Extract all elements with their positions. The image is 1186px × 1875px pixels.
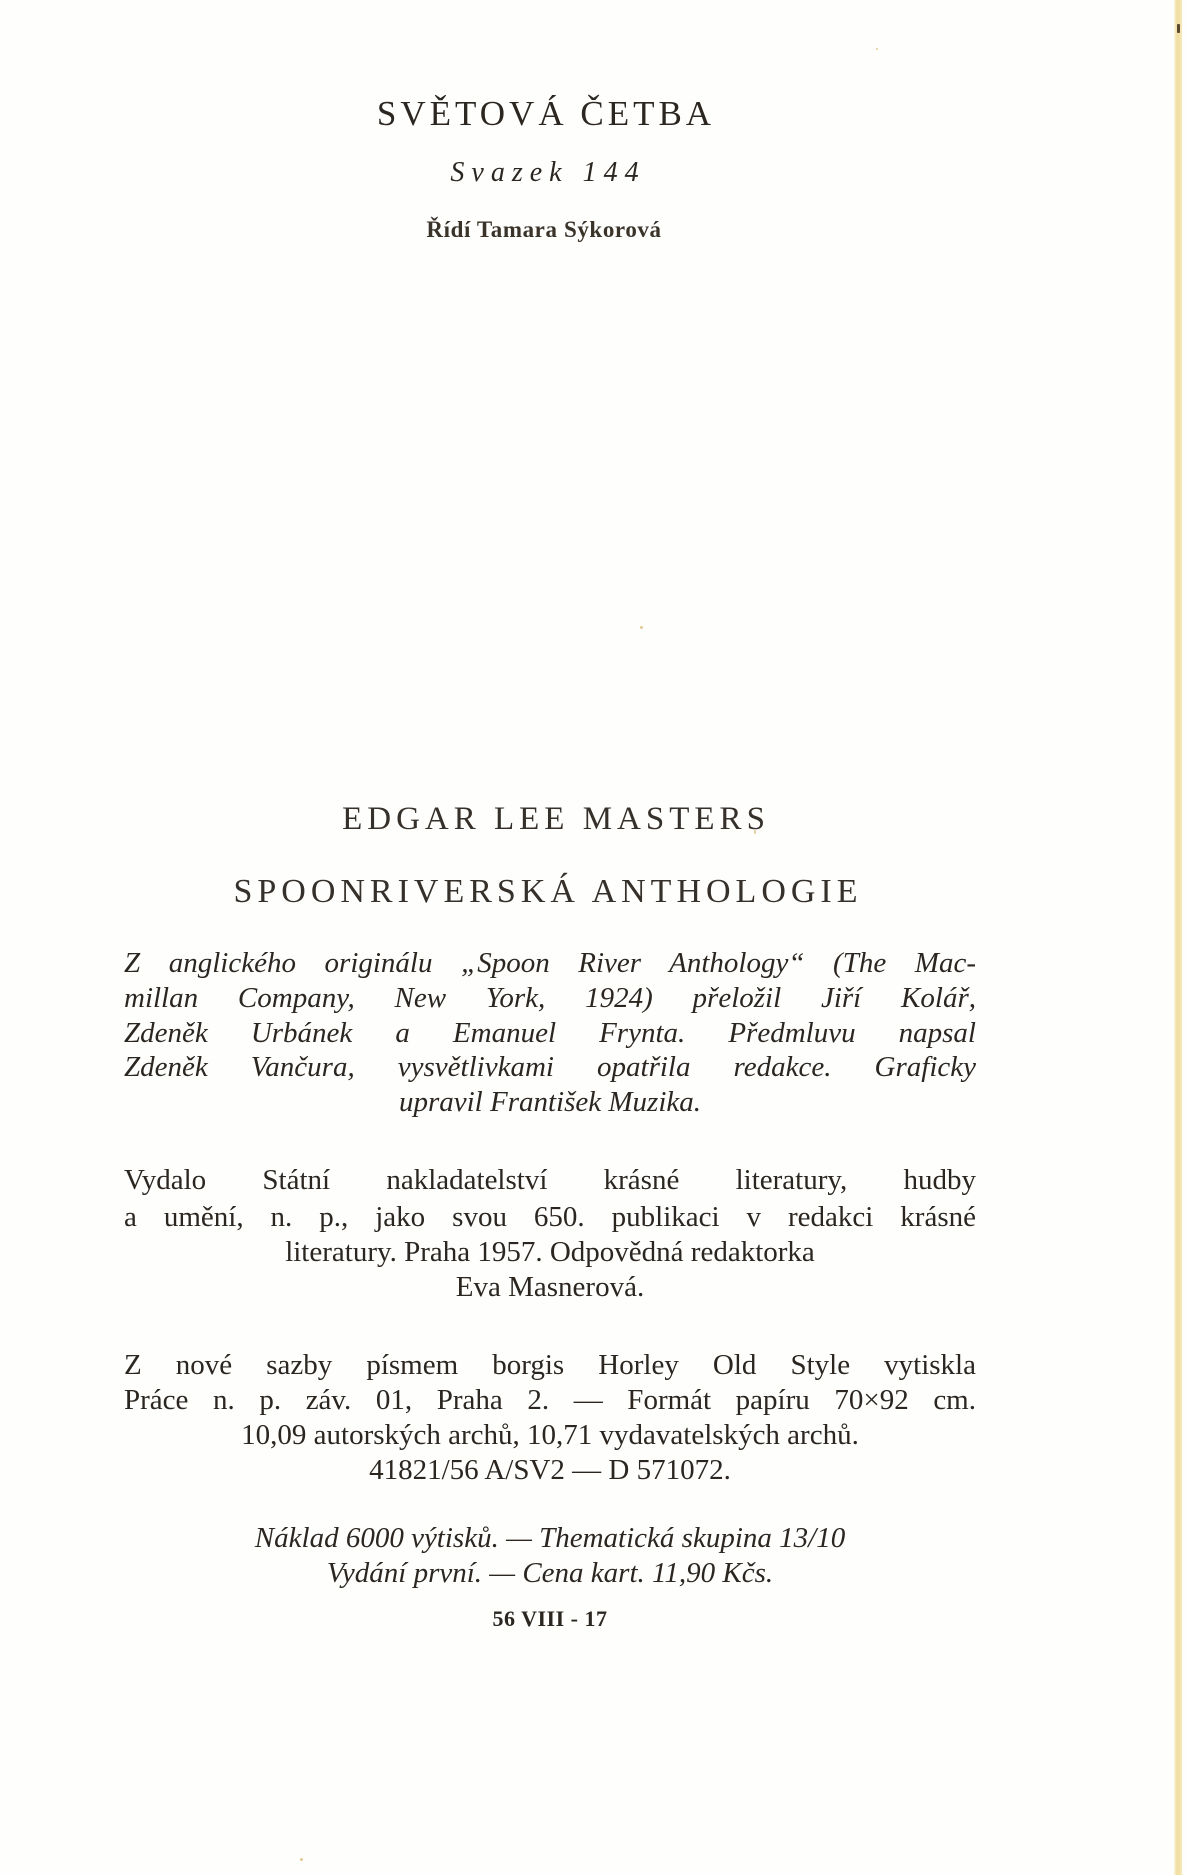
paper-speck (300, 1858, 303, 1861)
translation-line: Zdeněk Urbánek a Emanuel Frynta. Předmluvu napsal (124, 1017, 976, 1049)
book-author: EDGAR LEE MASTERS (342, 801, 770, 837)
book-title: SPOONRIVERSKÁ ANTHOLOGIE (233, 873, 863, 910)
edition-line: Vydání první. — Cena kart. 11,90 Kčs. (326, 1557, 774, 1589)
translation-line: upravil František Muzika. (398, 1086, 702, 1118)
volume-number: Svazek 144 (450, 157, 646, 188)
print-line: Z nové sazby písmem borgis Horley Old Style vytiskla (124, 1349, 976, 1381)
translation-line: Z anglického originálu „Spoon River Anthology“ (The Mac- (124, 947, 976, 979)
edition-code: 56 VIII - 17 (492, 1606, 608, 1631)
page-edge-mark (1177, 24, 1180, 33)
edition-line: Náklad 6000 výtisků. — Thematická skupina 13/10 (254, 1522, 846, 1554)
translation-line: millan Company, New York, 1924) přeložil Jiří Kolář, (124, 982, 976, 1014)
print-line: 41821/56 A/SV2 — D 571072. (369, 1454, 731, 1486)
publisher-line: Eva Masnerová. (455, 1271, 645, 1303)
publisher-line: Vydalo Státní nakladatelství krásné literatury, hudby (124, 1164, 976, 1196)
page-edge (1174, 0, 1182, 1875)
series-name: SVĚTOVÁ ČETBA (376, 94, 716, 133)
translation-line: Zdeněk Vančura, vysvětlivkami opatřila redakce. Graficky (124, 1051, 976, 1083)
series-editor: Řídí Tamara Sýkorová (426, 217, 662, 242)
print-line: Práce n. p. záv. 01, Praha 2. — Formát papíru 70×92 cm. (124, 1384, 976, 1416)
print-line: 10,09 autorských archů, 10,71 vydavatelských archů. (241, 1419, 859, 1451)
publisher-line: literatury. Praha 1957. Odpovědná redaktorka (285, 1236, 815, 1268)
publisher-line: a umění, n. p., jako svou 650. publikaci v redakci krásné (124, 1201, 976, 1233)
paper-speck (876, 48, 878, 50)
paper-speck (640, 626, 643, 629)
